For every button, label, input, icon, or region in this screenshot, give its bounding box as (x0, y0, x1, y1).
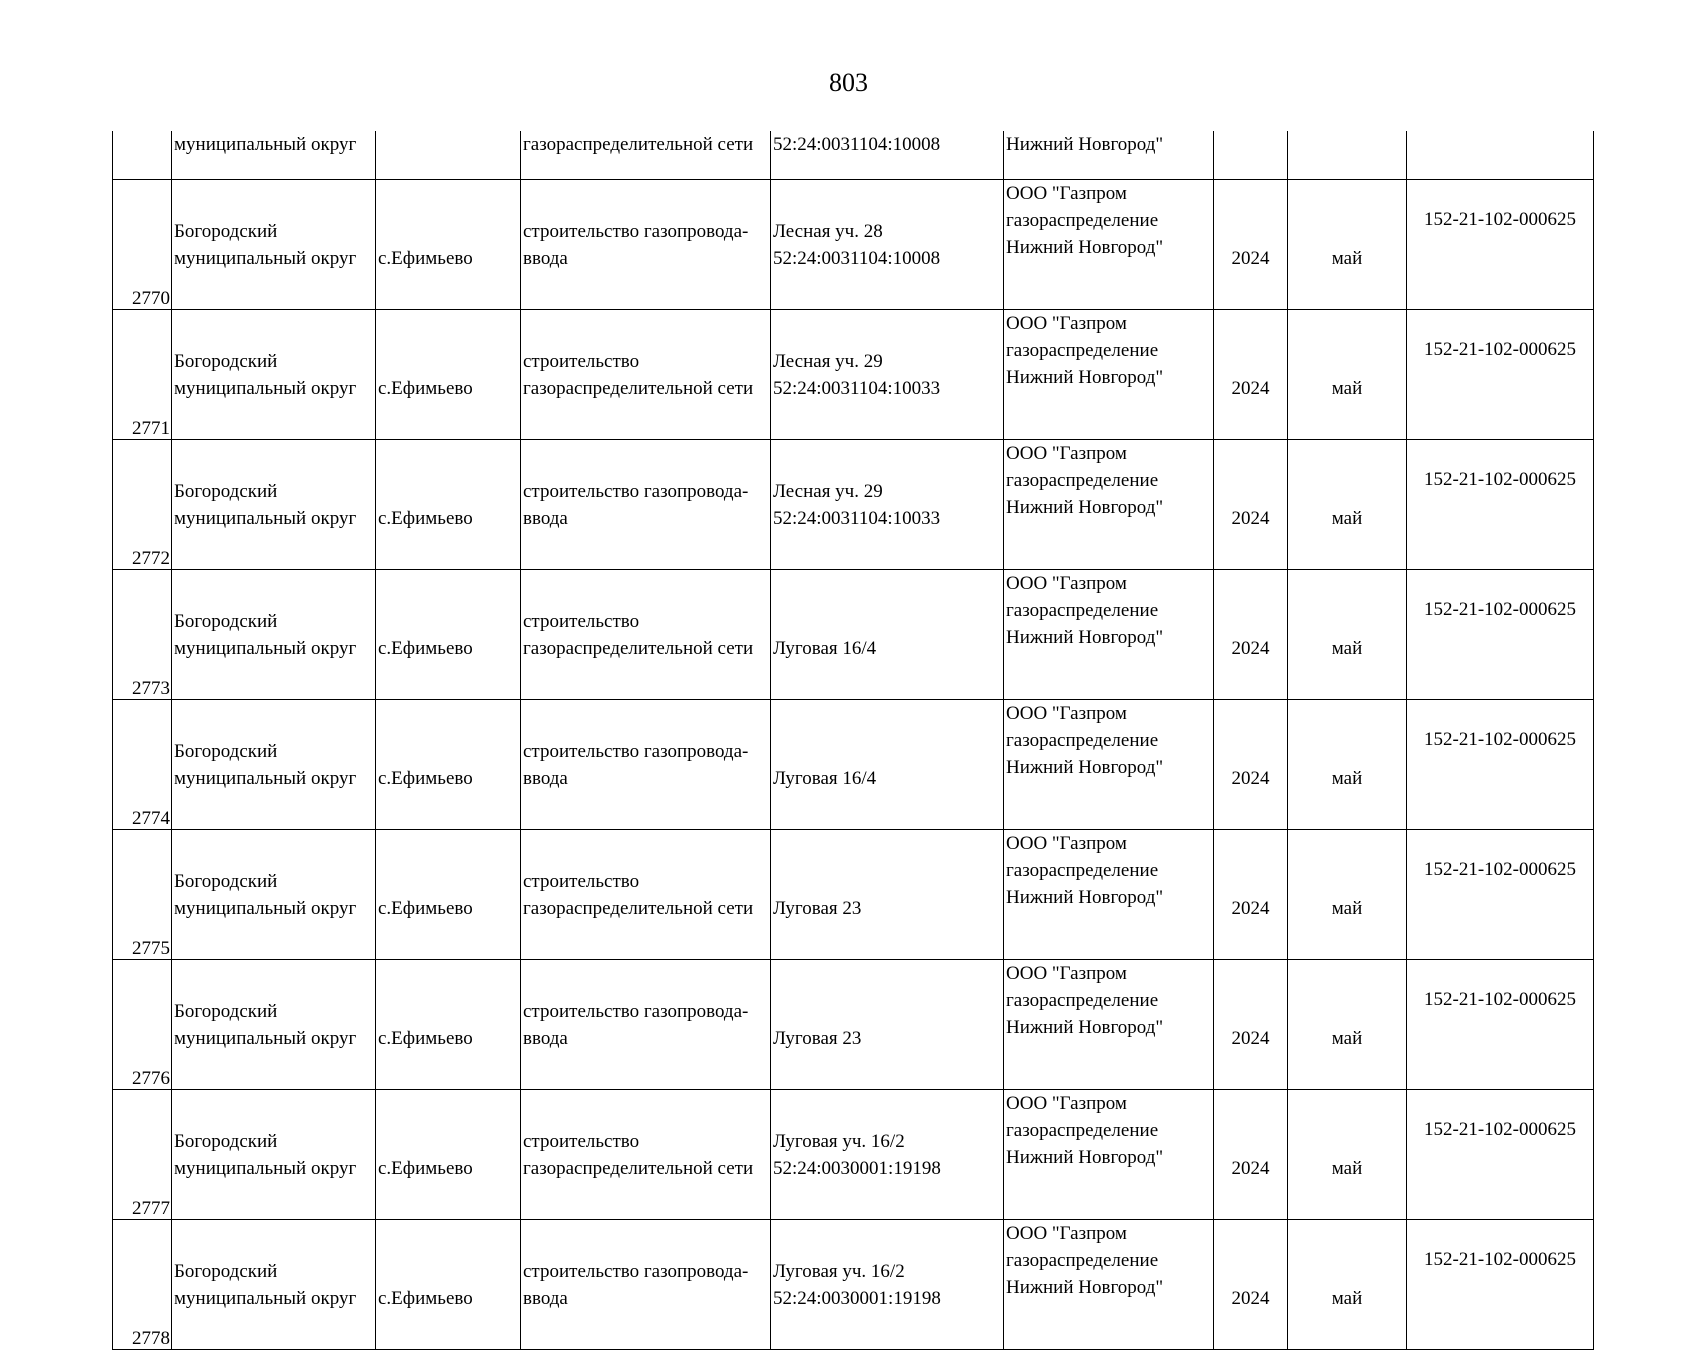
cell-code: 152-21-102-000625 (1407, 1090, 1594, 1220)
cell-locality (376, 131, 521, 180)
cell-code: 152-21-102-000625 (1407, 570, 1594, 700)
cell-locality: с.Ефимьево (376, 310, 521, 440)
cell-address: Луговая уч. 16/2 52:24:0030001:19198 (771, 1090, 1004, 1220)
row-number: 2773 (113, 570, 172, 700)
cell-locality: с.Ефимьево (376, 830, 521, 960)
cell-district: Богородский муниципальный округ (172, 830, 376, 960)
cell-year: 2024 (1214, 440, 1288, 570)
row-number: 2777 (113, 1090, 172, 1220)
cell-month: май (1288, 310, 1407, 440)
row-number: 2772 (113, 440, 172, 570)
cell-work: строительство газопровода- ввода (521, 440, 771, 570)
cell-address: Лесная уч. 29 52:24:0031104:10033 (771, 440, 1004, 570)
cell-address: Лесная уч. 29 52:24:0031104:10033 (771, 310, 1004, 440)
cell-locality: с.Ефимьево (376, 570, 521, 700)
table-row (113, 700, 1594, 830)
cell-district: Богородский муниципальный округ (172, 1090, 376, 1220)
cell-code: 152-21-102-000625 (1407, 440, 1594, 570)
table-body (113, 131, 1594, 1350)
cell-work: строительство газопровода- ввода (521, 1220, 771, 1350)
cell-year: 2024 (1214, 570, 1288, 700)
cell-month: май (1288, 960, 1407, 1090)
table-row (113, 960, 1594, 1090)
cell-month: май (1288, 1090, 1407, 1220)
row-number: 2771 (113, 310, 172, 440)
cell-work: строительство газопровода- ввода (521, 700, 771, 830)
gas-works-table (112, 131, 1594, 1350)
cell-organization: ООО "Газпром газораспределение Нижний Новгород" (1004, 830, 1214, 960)
cell-address: 52:24:0031104:10008 (771, 131, 1004, 180)
page-number: 803 (829, 68, 868, 97)
cell-address: Луговая 23 (771, 830, 1004, 960)
cell-address: Луговая 16/4 (771, 570, 1004, 700)
table-row (113, 310, 1594, 440)
row-number: 2770 (113, 180, 172, 310)
cell-year: 2024 (1214, 700, 1288, 830)
cell-month: май (1288, 1220, 1407, 1350)
cell-work: строительство газораспределительной сети (521, 570, 771, 700)
cell-locality: с.Ефимьево (376, 1090, 521, 1220)
table-row (113, 830, 1594, 960)
cell-year: 2024 (1214, 1220, 1288, 1350)
table-row (113, 1090, 1594, 1220)
cell-code: 152-21-102-000625 (1407, 830, 1594, 960)
cell-code: 152-21-102-000625 (1407, 960, 1594, 1090)
cell-code (1407, 131, 1594, 180)
cell-district: Богородский муниципальный округ (172, 310, 376, 440)
cell-district: Богородский муниципальный округ (172, 180, 376, 310)
cell-work: строительство газораспределительной сети (521, 310, 771, 440)
table-row (113, 1220, 1594, 1350)
cell-year: 2024 (1214, 1090, 1288, 1220)
cell-code: 152-21-102-000625 (1407, 1220, 1594, 1350)
cell-organization: ООО "Газпром газораспределение Нижний Новгород" (1004, 310, 1214, 440)
cell-district: Богородский муниципальный округ (172, 440, 376, 570)
cell-district: Богородский муниципальный округ (172, 1220, 376, 1350)
cell-address: Луговая 23 (771, 960, 1004, 1090)
cell-month: май (1288, 570, 1407, 700)
cell-organization: ООО "Газпром газораспределение Нижний Новгород" (1004, 960, 1214, 1090)
cell-month: май (1288, 440, 1407, 570)
table-row (113, 440, 1594, 570)
cell-organization: ООО "Газпром газораспределение Нижний Новгород" (1004, 1220, 1214, 1350)
cell-work: строительство газопровода- ввода (521, 960, 771, 1090)
table-row (113, 180, 1594, 310)
cell-district: муниципальный округ (172, 131, 376, 180)
cell-work: строительство газораспределительной сети (521, 1090, 771, 1220)
row-number: 2774 (113, 700, 172, 830)
continuation-row (113, 131, 1594, 180)
table-row (113, 570, 1594, 700)
cell-district: Богородский муниципальный округ (172, 960, 376, 1090)
cell-address: Луговая уч. 16/2 52:24:0030001:19198 (771, 1220, 1004, 1350)
cell-organization: ООО "Газпром газораспределение Нижний Новгород" (1004, 570, 1214, 700)
cell-locality: с.Ефимьево (376, 960, 521, 1090)
cell-district: Богородский муниципальный округ (172, 700, 376, 830)
cell-month: май (1288, 830, 1407, 960)
cell-year: 2024 (1214, 830, 1288, 960)
row-number: 2776 (113, 960, 172, 1090)
cell-num (113, 131, 172, 180)
cell-organization: ООО "Газпром газораспределение Нижний Новгород" (1004, 700, 1214, 830)
cell-organization: ООО "Газпром газораспределение Нижний Новгород" (1004, 180, 1214, 310)
cell-month: май (1288, 700, 1407, 830)
row-number: 2775 (113, 830, 172, 960)
cell-work: строительство газораспределительной сети (521, 830, 771, 960)
cell-work: газораспределительной сети (521, 131, 771, 180)
cell-code: 152-21-102-000625 (1407, 310, 1594, 440)
cell-year (1214, 131, 1288, 180)
cell-address: Луговая 16/4 (771, 700, 1004, 830)
cell-month: май (1288, 180, 1407, 310)
cell-locality: с.Ефимьево (376, 700, 521, 830)
cell-district: Богородский муниципальный округ (172, 570, 376, 700)
cell-work: строительство газопровода- ввода (521, 180, 771, 310)
cell-year: 2024 (1214, 310, 1288, 440)
cell-address: Лесная уч. 28 52:24:0031104:10008 (771, 180, 1004, 310)
cell-code: 152-21-102-000625 (1407, 180, 1594, 310)
cell-locality: с.Ефимьево (376, 440, 521, 570)
cell-organization: Нижний Новгород" (1004, 131, 1214, 180)
cell-month (1288, 131, 1407, 180)
cell-locality: с.Ефимьево (376, 180, 521, 310)
cell-code: 152-21-102-000625 (1407, 700, 1594, 830)
cell-locality: с.Ефимьево (376, 1220, 521, 1350)
cell-organization: ООО "Газпром газораспределение Нижний Новгород" (1004, 440, 1214, 570)
cell-organization: ООО "Газпром газораспределение Нижний Новгород" (1004, 1090, 1214, 1220)
cell-year: 2024 (1214, 960, 1288, 1090)
cell-year: 2024 (1214, 180, 1288, 310)
row-number: 2778 (113, 1220, 172, 1350)
